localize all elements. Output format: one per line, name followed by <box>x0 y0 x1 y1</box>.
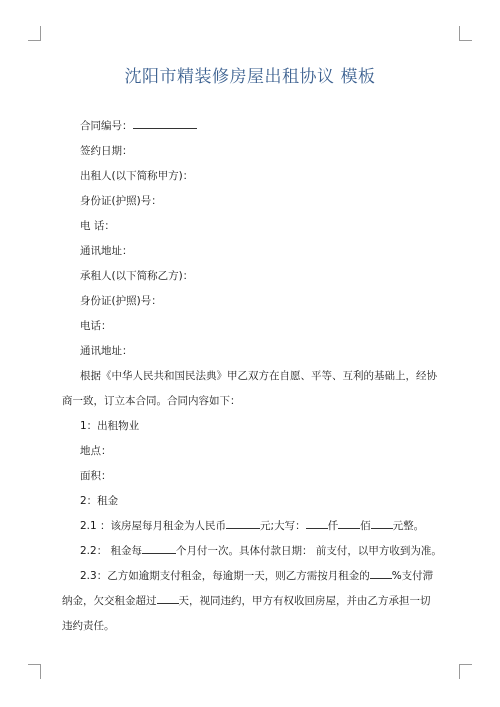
clause-2-1-text-a: 2.1 ：该房屋每月租金为人民币 <box>80 520 227 532</box>
lessor-label: 出租人(以下简称甲方)： <box>80 170 194 182</box>
location-label: 地点： <box>80 445 112 457</box>
rent-amount-blank[interactable] <box>226 517 260 529</box>
crop-mark-top-left <box>28 26 41 41</box>
lessee-address-line <box>62 339 440 364</box>
section-2-title: 2：租金 <box>80 495 119 507</box>
clause-2-3-text-a: 2.3：乙方如逾期支付租金，每逾期一天，则乙方需按月租金的 <box>80 570 370 582</box>
clause-2-1 <box>62 514 440 539</box>
clause-2-2-text-a: 2.2： 租金每 <box>80 545 143 557</box>
clause-2-3-text-c: 天，视同违约，甲方有权收回房屋，并由乙方承担一切违约责任。 <box>62 595 431 632</box>
crop-mark-bottom-right <box>459 664 472 679</box>
lessee-address-label: 通讯地址： <box>80 345 133 357</box>
lessor-address-line <box>62 239 440 264</box>
area-label: 面积： <box>80 470 112 482</box>
lessee-phone-line <box>62 314 440 339</box>
contract-number-label: 合同编号： <box>80 120 133 132</box>
lessee-label: 承租人(以下简称乙方)： <box>80 270 194 282</box>
clause-2-1-text-e: 元整。 <box>392 520 425 532</box>
location-line <box>62 439 440 464</box>
rent-thousands-blank[interactable] <box>306 517 328 529</box>
payment-interval-blank[interactable] <box>142 542 176 554</box>
clause-2-2 <box>62 539 440 564</box>
contract-number-blank[interactable] <box>133 117 197 129</box>
area-line <box>62 464 440 489</box>
clause-2-1-text-c: 仟 <box>327 520 339 532</box>
lessee-phone-label: 电话： <box>80 320 112 332</box>
clause-2-2-text-b: 个月付一次。具体付款日期： 前支付，以甲方收到为准。 <box>176 545 442 557</box>
sign-date-label: 签约日期： <box>80 145 133 157</box>
section-1-title: 1：出租物业 <box>80 420 140 432</box>
clause-2-1-text-d: 佰 <box>360 520 371 532</box>
lessor-phone-line <box>62 214 440 239</box>
lessee-id-line <box>62 289 440 314</box>
sign-date-line <box>62 139 440 164</box>
document-title: 沈阳市精装修房屋出租协议 模板 <box>124 67 376 87</box>
overdue-days-blank[interactable] <box>157 592 179 604</box>
crop-mark-bottom-left <box>28 664 41 679</box>
rent-hundreds-blank[interactable] <box>338 517 360 529</box>
clause-2-1-text-b: 元;大写： <box>260 520 306 532</box>
lessor-line <box>62 164 440 189</box>
lessee-line <box>62 264 440 289</box>
contract-number-line <box>62 114 440 139</box>
document-body <box>62 114 440 639</box>
lessor-id-line <box>62 189 440 214</box>
clause-2-3 <box>62 564 440 639</box>
lessor-address-label: 通讯地址： <box>80 245 133 257</box>
preamble-paragraph: 根据《中华人民共和国民法典》甲乙双方在自愿、平等、互利的基础上，经协商一致，订立本合同。合同内容如下： <box>62 370 437 407</box>
rent-units-blank[interactable] <box>371 517 393 529</box>
late-fee-percent-blank[interactable] <box>370 567 392 579</box>
clause-2-3-text-b: %支付滞纳金，欠交租金超过 <box>62 570 434 607</box>
crop-mark-top-right <box>459 26 472 41</box>
lessee-id-label: 身份证(护照)号： <box>80 295 162 307</box>
lessor-id-label: 身份证(护照)号： <box>80 195 162 207</box>
lessor-phone-label: 电 话： <box>80 220 115 232</box>
